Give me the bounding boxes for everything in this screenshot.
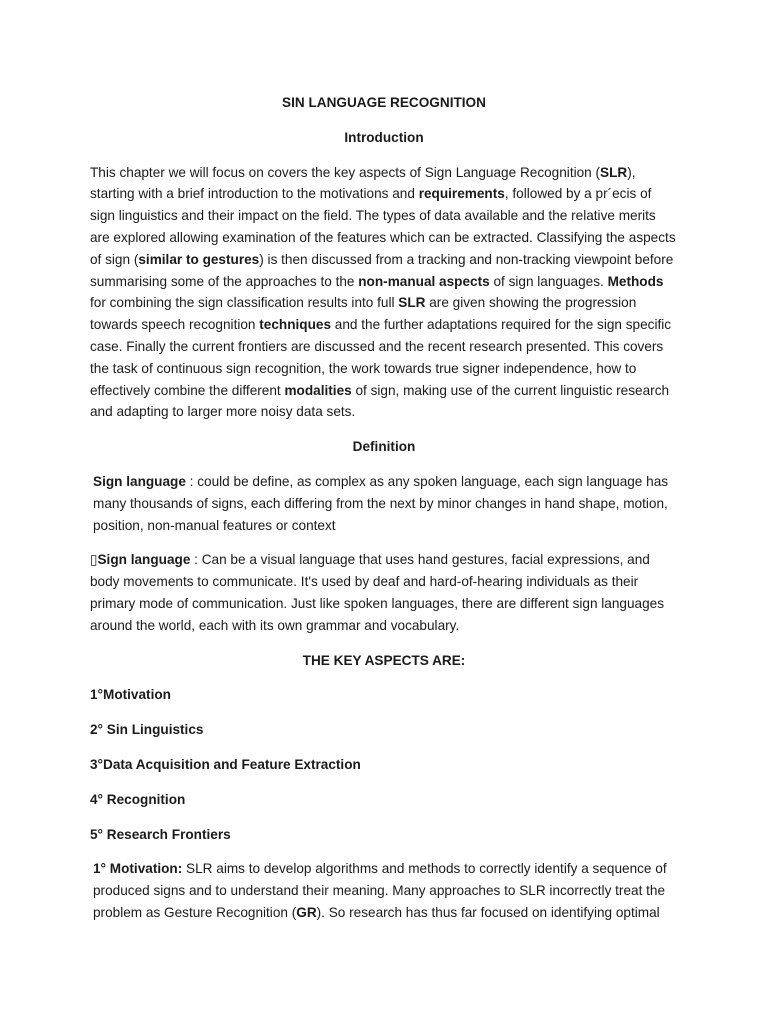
intro-text-3: , followed by a pr´ecis of sign linguistics and their impact on the field. The types of data available and the relative merits are explored allowing examination of the features which can be extracted. Classifying the aspects of sign (	[90, 186, 676, 267]
definition-heading: Definition	[352, 439, 416, 455]
intro-text-6: for combining the sign classification results into full	[90, 295, 399, 311]
intro-bold-slr: SLR	[600, 164, 628, 180]
motivation-paragraph	[90, 858, 678, 923]
motivation-text-2: ). So research has thus far focused on identifying optimal	[316, 904, 660, 920]
aspect-item-research-frontiers: 5° Research Frontiers	[90, 826, 231, 842]
document-body	[90, 92, 678, 937]
intro-bold-modalities: modalities	[284, 382, 352, 398]
intro-text-7: are given showing the progression towards speech recognition	[90, 295, 637, 333]
document-title: SIN LANGUAGE RECOGNITION	[282, 95, 486, 110]
intro-bold-requirements: requirements	[418, 186, 505, 202]
definition-paragraph-1	[90, 471, 678, 536]
intro-text-2: ), starting with a brief introduction to the motivations and	[90, 164, 636, 202]
motivation-label: 1° Motivation:	[93, 861, 183, 877]
key-aspects-heading: THE KEY ASPECTS ARE:	[302, 652, 466, 668]
aspect-item-sin-linguistics: 2° Sin Linguistics	[90, 722, 204, 738]
introduction-heading: Introduction	[344, 129, 424, 145]
aspect-item-motivation: 1°Motivation	[90, 687, 171, 703]
intro-bold-methods: Methods	[607, 273, 664, 289]
aspect-item-data-acquisition: 3°Data Acquisition and Feature Extraction	[90, 756, 361, 772]
definition-1-text: : could be define, as complex as any spoken language, each sign language has many thousands of signs, each differing from the next by minor changes in hand shape, motion, position, non-manual features or context	[93, 473, 669, 533]
intro-text-1: This chapter we will focus on covers the key aspects of Sign Language Recognition (	[90, 164, 601, 180]
intro-bold-non-manual-aspects: non-manual aspects	[358, 273, 490, 289]
motivation-bold-gr: GR	[296, 904, 317, 920]
introduction-paragraph	[90, 162, 678, 424]
intro-bold-similar-to-gestures: similar to gestures	[138, 251, 260, 267]
intro-text-8: and the further adaptations required for the sign specific case. Finally the current frontiers are discussed and the recent research presented. This covers the task of continuous sign recognition, the work towards true signer independence, how to effectively combine the different	[90, 317, 672, 398]
intro-bold-techniques: techniques	[259, 317, 332, 333]
intro-text-4: ) is then discussed from a tracking and non-tracking viewpoint before summarising some of the approaches to the	[90, 251, 674, 289]
definition-2-text: : Can be a visual language that uses hand gestures, facial expressions, and body movements to communicate. It's used by deaf and hard-of-hearing individuals as their primary mode of communication. Just like spoken languages, there are different sign languages around the world, each with its own grammar and vocabulary.	[90, 552, 665, 633]
definition-2-glyph: ▯	[90, 552, 98, 568]
definition-1-term: Sign language	[93, 473, 186, 489]
definition-paragraph-2	[90, 549, 678, 636]
intro-text-9: of sign, making use of the current linguistic research and adapting to larger more noisy data sets.	[90, 382, 670, 420]
intro-bold-slr-2: SLR	[398, 295, 426, 311]
definition-2-term: Sign language	[97, 552, 191, 568]
aspect-item-recognition: 4° Recognition	[90, 791, 186, 807]
intro-text-5: of sign languages.	[489, 273, 608, 289]
motivation-text-1: SLR aims to develop algorithms and methods to correctly identify a sequence of produced signs and to understand their meaning. Many approaches to SLR incorrectly treat the problem as Gesture Recognition (	[93, 861, 667, 920]
